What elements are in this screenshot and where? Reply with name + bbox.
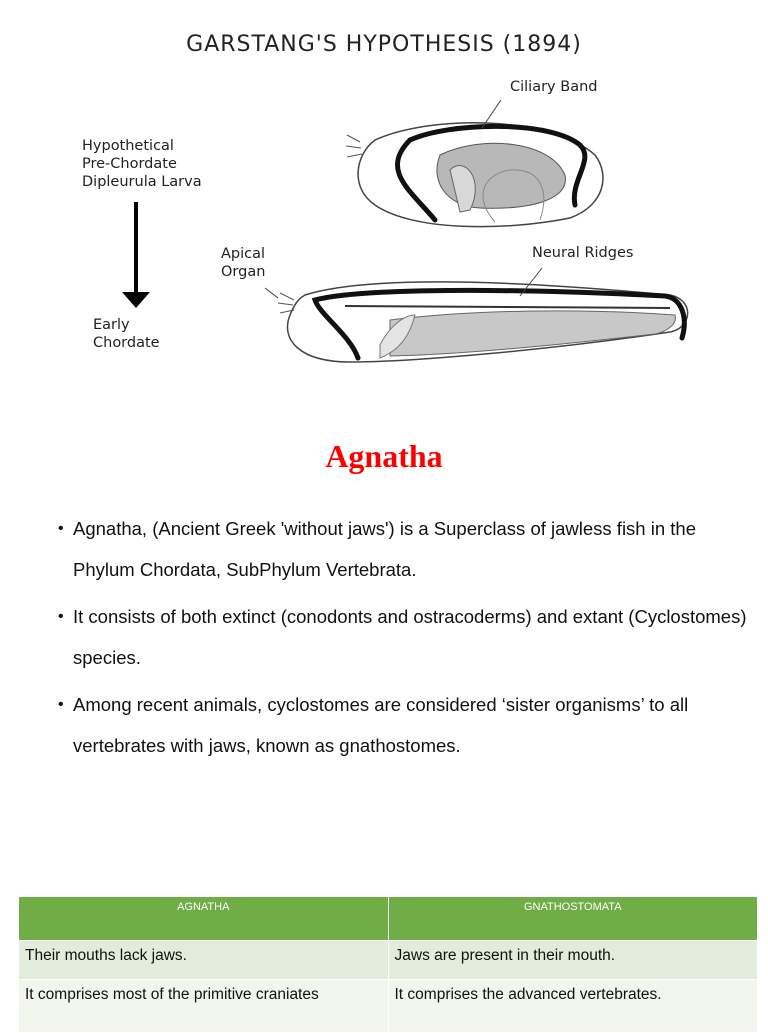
table-cell: It comprises the advanced vertebrates. [388, 980, 758, 1033]
bullet-text: Agnatha, (Ancient Greek 'without jaws') is a Superclass of jawless fish in the Phylum Chordata, SubPhylum Vertebrata. [73, 518, 696, 580]
bullet-item [58, 508, 748, 590]
figure-title: GARSTANG'S HYPOTHESIS (1894) [186, 32, 582, 57]
hypothetical-label-line3: Dipleurula Larva [82, 174, 202, 190]
down-arrow-icon [120, 200, 152, 310]
apical-label-line2: Organ [221, 264, 266, 280]
bullet-text: Among recent animals, cyclostomes are considered ‘sister organisms’ to all vertebrates with jaws, known as gnathostomes. [73, 694, 689, 756]
hypothetical-label-line2: Pre-Chordate [82, 156, 177, 172]
bullet-dot-icon: • [58, 608, 64, 625]
apical-label-line1: Apical [221, 246, 266, 262]
garstang-figure [0, 0, 768, 400]
bullet-item [58, 684, 748, 766]
early-chordate-line2: Chordate [93, 335, 160, 351]
table-cell: Their mouths lack jaws. [19, 941, 389, 980]
bullet-text: It consists of both extinct (conodonts and ostracoderms) and extant (Cyclostomes) species. [73, 606, 747, 668]
bullet-item [58, 596, 748, 678]
hypothetical-label-line1: Hypothetical [82, 138, 174, 154]
table-row [19, 941, 758, 980]
dipleurula-larva-drawing [346, 100, 603, 227]
early-chordate-drawing [265, 268, 688, 362]
header-gnathostomata: GNATHOSTOMATA [388, 897, 758, 941]
larva-diagram-image [250, 100, 710, 390]
early-chordate-line1: Early [93, 317, 130, 333]
table-cell: It comprises most of the primitive craniates [19, 980, 389, 1033]
table-header-row [19, 897, 758, 941]
ciliary-band-label: Ciliary Band [510, 79, 598, 95]
table-cell: Jaws are present in their mouth. [388, 941, 758, 980]
bullet-dot-icon: • [58, 520, 64, 537]
header-agnatha: AGNATHA [19, 897, 389, 941]
neural-ridges-label: Neural Ridges [532, 245, 634, 261]
bullet-list [58, 508, 748, 772]
section-heading: Agnatha [325, 438, 443, 474]
bullet-dot-icon: • [58, 696, 64, 713]
comparison-table [18, 896, 758, 1033]
table-row [19, 980, 758, 1033]
